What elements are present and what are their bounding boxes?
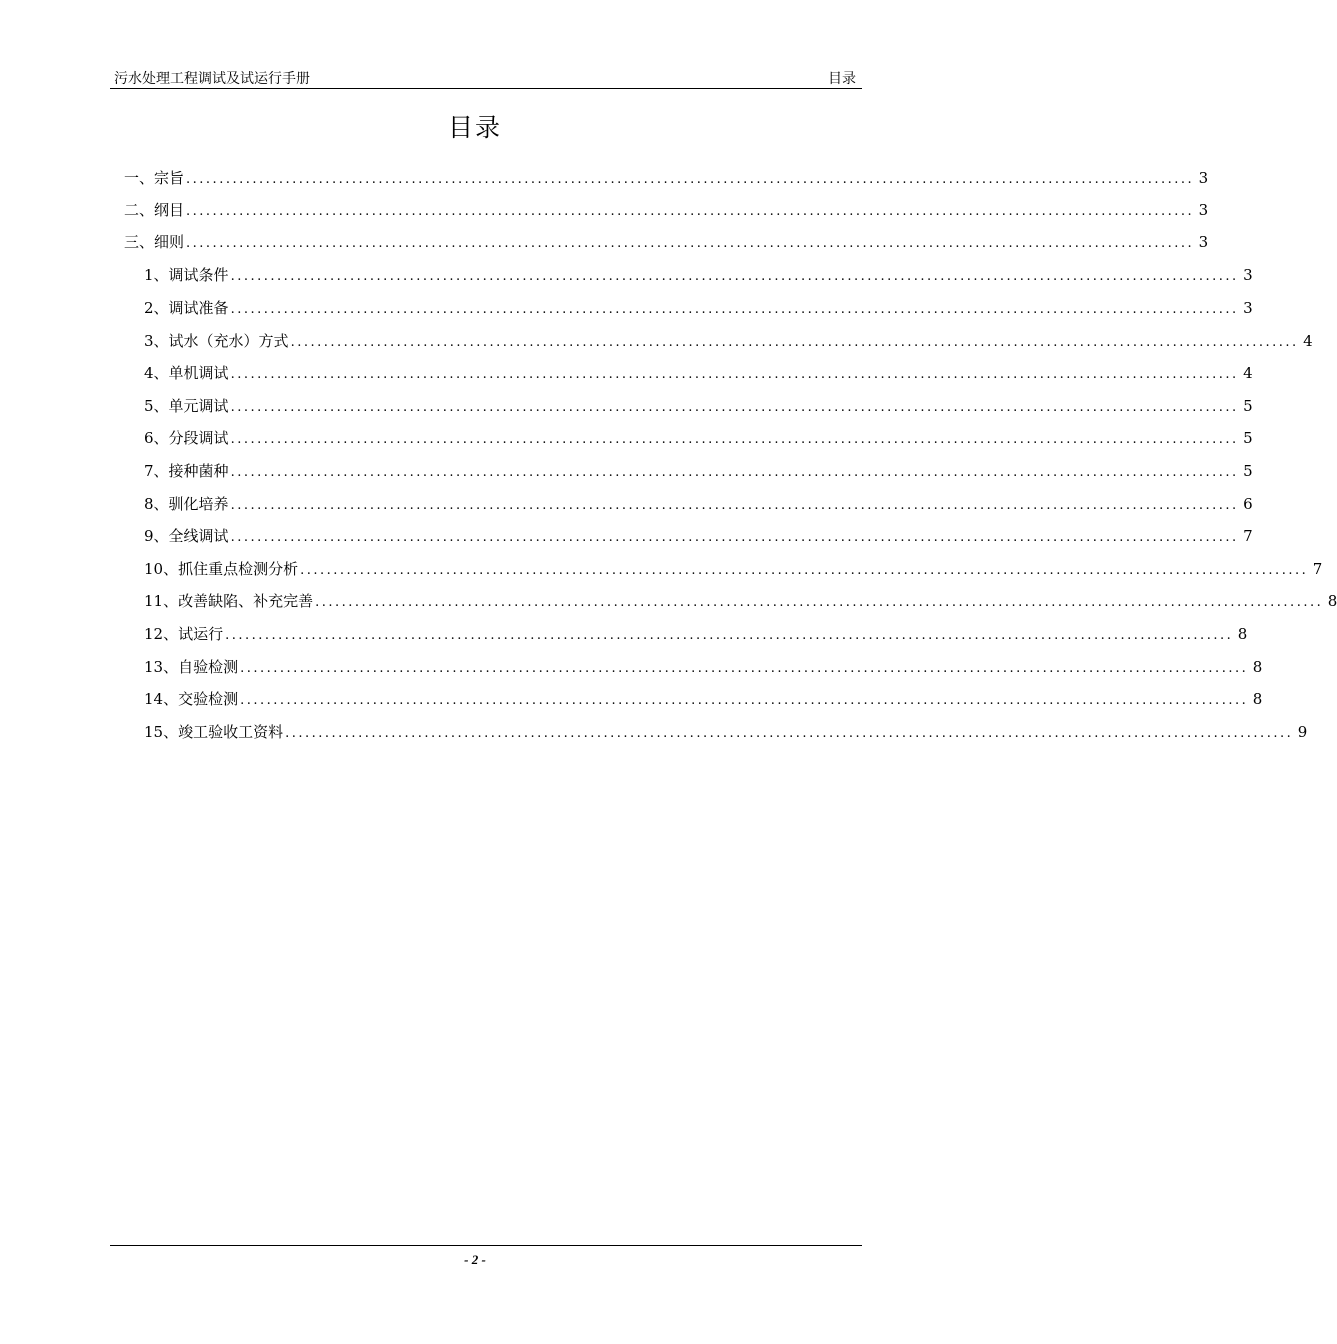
toc-entry-page: 7 (1243, 527, 1253, 545)
toc-entry-label: 调试条件 (168, 266, 229, 284)
toc-entry-number: 9、 (144, 527, 169, 545)
toc-entry[interactable] (144, 395, 1253, 417)
toc-leader-dots: ........................................................................................................................................................ (186, 204, 1195, 219)
toc-entry-page: 6 (1243, 495, 1253, 513)
toc-entry-number: 12、 (144, 625, 179, 643)
toc-entry-label: 细则 (154, 233, 185, 251)
toc-entry-label: 调试准备 (168, 299, 229, 317)
toc-entry-page: 3 (1198, 233, 1209, 251)
toc-entry[interactable] (144, 656, 1263, 678)
toc-entry-label: 分段调试 (168, 429, 229, 447)
toc-leader-dots: ........................................................................................................................................................ (240, 693, 1249, 708)
toc-entry-label: 试水（充水）方式 (168, 332, 289, 350)
toc-entry-number: 1、 (144, 266, 169, 284)
toc-entry-page: 8 (1252, 690, 1263, 708)
toc-entry-page: 8 (1237, 625, 1248, 643)
toc-entry-number: 13、 (144, 658, 179, 676)
toc-entry[interactable] (144, 688, 1263, 710)
toc-leader-dots: ........................................................................................................................................................ (230, 530, 1239, 545)
toc-entry-number: 三、 (124, 233, 155, 251)
toc-leader-dots: ........................................................................................................................................................ (285, 726, 1294, 741)
toc-entry-number: 8、 (144, 495, 169, 513)
toc-leader-dots: ........................................................................................................................................................ (240, 661, 1249, 676)
toc-entry-page: 7 (1312, 560, 1323, 578)
toc-entry-number: 3、 (144, 332, 169, 350)
toc-entry-label: 交验检测 (178, 690, 239, 708)
toc-entry-number: 4、 (144, 364, 169, 382)
toc-entry[interactable] (144, 623, 1248, 645)
toc-entry[interactable] (124, 231, 1209, 253)
header-document-title: 污水处理工程调试及试运行手册 (114, 71, 310, 87)
toc-entry[interactable] (124, 167, 1209, 189)
toc-leader-dots: ........................................................................................................................................................ (230, 432, 1239, 447)
toc-entry-page: 3 (1198, 201, 1209, 219)
footer-page-number: - 2 - (464, 1252, 486, 1267)
page-header (110, 66, 862, 89)
toc-entry-number: 10、 (144, 560, 179, 578)
toc-leader-dots: ........................................................................................................................................................ (230, 465, 1239, 480)
toc-entry-page: 4 (1243, 364, 1253, 382)
toc-entry-number: 11、 (144, 592, 179, 610)
toc-leader-dots: ........................................................................................................................................................ (230, 302, 1239, 317)
toc-entry[interactable] (144, 721, 1308, 743)
toc-leader-dots: ........................................................................................................................................................ (186, 236, 1195, 251)
toc-entry-number: 一、 (124, 169, 155, 187)
toc-entry-label: 改善缺陷、补充完善 (178, 592, 314, 610)
header-section-title: 目录 (828, 71, 856, 87)
toc-entry[interactable] (144, 297, 1253, 319)
toc-entry[interactable] (144, 427, 1253, 449)
toc-entry-label: 抓住重点检测分析 (178, 560, 299, 578)
toc-leader-dots: ........................................................................................................................................................ (186, 172, 1195, 187)
toc-entry-page: 5 (1243, 429, 1253, 447)
toc-entry-label: 宗旨 (154, 169, 185, 187)
toc-entry-label: 纲目 (154, 201, 185, 219)
toc-entry-page: 8 (1327, 592, 1337, 610)
toc-entry-page: 9 (1297, 723, 1308, 741)
toc-entry-label: 自验检测 (178, 658, 239, 676)
toc-entry-number: 14、 (144, 690, 179, 708)
toc-entry-page: 3 (1243, 299, 1253, 317)
toc-leader-dots: ........................................................................................................................................................ (230, 498, 1239, 513)
toc-entry-page: 5 (1243, 462, 1253, 480)
toc-leader-dots: ........................................................................................................................................................ (230, 269, 1239, 284)
toc-entry-page: 5 (1243, 397, 1253, 415)
toc-entry[interactable] (144, 264, 1253, 286)
toc-entry-number: 15、 (144, 723, 179, 741)
toc-entry-label: 单机调试 (168, 364, 229, 382)
toc-entry[interactable] (144, 362, 1253, 384)
footer-divider (110, 1245, 862, 1246)
toc-entry[interactable] (144, 590, 1337, 612)
toc-leader-dots: ........................................................................................................................................................ (290, 335, 1299, 350)
toc-entry-number: 6、 (144, 429, 169, 447)
toc-entry[interactable] (144, 558, 1323, 580)
toc-entry-label: 试运行 (178, 625, 224, 643)
toc-entry[interactable] (144, 525, 1253, 547)
toc-entry-number: 2、 (144, 299, 169, 317)
toc-entry-page: 3 (1243, 266, 1253, 284)
toc-leader-dots: ........................................................................................................................................................ (230, 400, 1239, 415)
toc-entry-label: 全线调试 (168, 527, 229, 545)
toc-leader-dots: ........................................................................................................................................................ (315, 595, 1324, 610)
toc-entry-label: 驯化培养 (168, 495, 229, 513)
toc-leader-dots: ........................................................................................................................................................ (300, 563, 1309, 578)
toc-entry[interactable] (144, 460, 1253, 482)
toc-entry-label: 接种菌种 (168, 462, 229, 480)
toc-entry-label: 竣工验收工资料 (178, 723, 284, 741)
toc-entry-number: 7、 (144, 462, 169, 480)
toc-entry-page: 4 (1303, 332, 1313, 350)
toc-entry-label: 单元调试 (168, 397, 229, 415)
toc-entry[interactable] (124, 199, 1209, 221)
toc-leader-dots: ........................................................................................................................................................ (230, 367, 1239, 382)
toc-entry-page: 3 (1198, 169, 1209, 187)
toc-entry-number: 5、 (144, 397, 169, 415)
toc-entry-page: 8 (1252, 658, 1263, 676)
toc-entry[interactable] (144, 493, 1253, 515)
toc-entry-number: 二、 (124, 201, 155, 219)
page-title: 目录 (447, 113, 502, 142)
toc-entry[interactable] (144, 330, 1313, 352)
toc-leader-dots: ........................................................................................................................................................ (225, 628, 1234, 643)
